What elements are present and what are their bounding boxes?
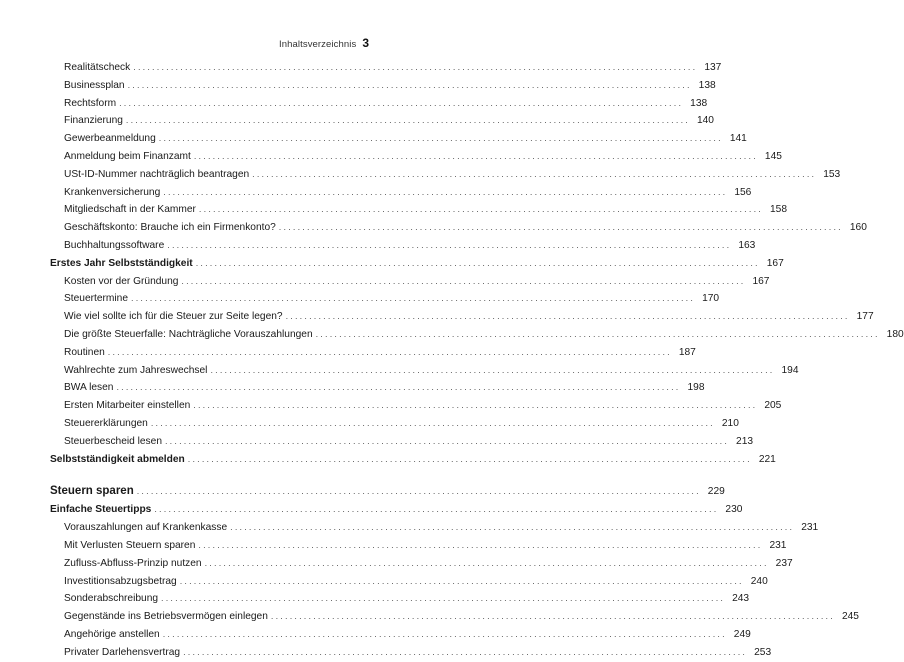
toc-entry-page: 245: [841, 611, 859, 623]
toc-leader-dots: ........................................................................................................................: [107, 346, 672, 357]
toc-leader-dots: ........................................................................................................................: [193, 400, 758, 411]
toc-entry-title: Wahlrechte zum Jahreswechsel: [64, 364, 208, 376]
toc-leader-dots: ........................................................................................................................: [315, 328, 880, 339]
toc-leader-dots: ........................................................................................................................: [154, 504, 719, 515]
toc-entry-page: 198: [687, 382, 705, 394]
toc-entry[interactable]: [50, 397, 782, 415]
toc-entry-title: Finanzierung: [64, 115, 123, 127]
toc-entry[interactable]: [50, 290, 720, 308]
toc-entry-page: 231: [801, 522, 819, 534]
toc-entry-page: 187: [678, 346, 696, 358]
toc-leader-dots: ........................................................................................................................: [150, 417, 715, 428]
toc-entry-title: Angehörige anstellen: [64, 628, 160, 640]
toc-entry-page: 213: [736, 435, 754, 447]
toc-leader-dots: ........................................................................................................................: [193, 150, 758, 161]
toc-leader-dots: ........................................................................................................................: [270, 611, 835, 622]
toc-entry-page: 140: [696, 115, 714, 127]
toc-entry[interactable]: [50, 112, 714, 130]
toc-leader-dots: ........................................................................................................................: [198, 539, 763, 550]
toc-leader-dots: ........................................................................................................................: [133, 62, 698, 72]
toc-entry-page: 194: [781, 364, 799, 376]
toc-leader-dots: ........................................................................................................................: [161, 593, 726, 604]
toc-entry-page: 138: [698, 79, 716, 91]
toc-entry[interactable]: [50, 184, 752, 202]
toc-entry-title: Anmeldung beim Finanzamt: [64, 150, 191, 162]
toc-entry-page: 177: [856, 311, 874, 323]
toc-entry[interactable]: [50, 219, 867, 237]
page-number: 3: [362, 36, 369, 50]
toc-section-entry[interactable]: [50, 255, 784, 273]
toc-entry-title: Ersten Mitarbeiter einstellen: [64, 400, 191, 412]
toc-entry[interactable]: [50, 626, 751, 644]
toc-entry-title: Steuerbescheid lesen: [64, 435, 162, 447]
toc-leader-dots: ........................................................................................................................: [158, 133, 723, 144]
toc-entry[interactable]: [50, 201, 787, 219]
toc-entry[interactable]: [50, 379, 705, 397]
toc-entry-title: Realitätscheck: [64, 62, 131, 73]
toc-entry-page: 156: [734, 186, 752, 198]
toc-entry[interactable]: [50, 555, 793, 573]
toc-entry[interactable]: [50, 608, 859, 626]
toc-entry-page: 153: [823, 168, 841, 180]
toc-leader-dots: ........................................................................................................................: [183, 646, 748, 657]
toc-entry-title: Erstes Jahr Selbstständigkeit: [50, 257, 193, 269]
toc-entry-page: 205: [764, 400, 782, 412]
toc-leader-dots: ........................................................................................................................: [119, 97, 684, 108]
toc-section-entry[interactable]: [50, 451, 776, 469]
toc-section-1: [50, 59, 904, 468]
toc-entry[interactable]: [50, 166, 841, 184]
toc-leader-dots: ........................................................................................................................: [252, 168, 817, 179]
toc-leader-dots: ........................................................................................................................: [127, 79, 692, 90]
toc-leader-dots: ........................................................................................................................: [116, 382, 681, 393]
toc-entry-page: 163: [738, 239, 756, 251]
toc-entry-page: 138: [690, 97, 708, 109]
toc-entry-title: Buchhaltungssoftware: [64, 239, 165, 251]
toc-entry-title: Gegenstände ins Betriebsvermögen einlegen: [64, 611, 268, 623]
toc-entry-title: Rechtsform: [64, 97, 117, 109]
toc-leader-dots: ........................................................................................................................: [278, 222, 843, 233]
toc-entry[interactable]: [50, 590, 750, 608]
toc-entry-title: Zufluss-Abfluss-Prinzip nutzen: [64, 557, 202, 569]
toc-entry-title: Die größte Steuerfalle: Nachträgliche Vorauszahlungen: [64, 328, 313, 340]
toc-entry-title: Einfache Steuertipps: [50, 504, 152, 516]
toc-entry[interactable]: [50, 326, 904, 344]
toc-entry[interactable]: [50, 237, 756, 255]
toc-entry-title: Privater Darlehensvertrag: [64, 646, 181, 658]
toc-entry[interactable]: [50, 95, 708, 113]
toc-section-2: [50, 501, 859, 661]
toc-entry[interactable]: [50, 362, 799, 380]
toc-leader-dots: ........................................................................................................................: [164, 435, 730, 446]
toc-entry-page: 170: [702, 293, 720, 305]
toc-entry-title: Steuererklärungen: [64, 417, 148, 429]
toc-entry-page: 160: [849, 222, 867, 234]
toc-entry-title: Vorauszahlungen auf Krankenkasse: [64, 522, 228, 534]
toc-entry-title: BWA lesen: [64, 382, 114, 394]
toc-entry-page: 137: [704, 62, 722, 73]
toc-section-entry[interactable]: [50, 501, 743, 519]
toc-entry[interactable]: [50, 519, 819, 537]
toc-entry-title: Investitionsabzugsbetrag: [64, 575, 177, 587]
toc-entry-page: 221: [758, 453, 776, 465]
toc-entry-page: 210: [721, 417, 739, 429]
toc-entry-title: Selbstständigkeit abmelden: [50, 453, 185, 465]
toc-leader-dots: ........................................................................................................................: [125, 115, 690, 126]
toc-leader-dots: ........................................................................................................................: [179, 575, 744, 586]
toc-entry-page: 230: [725, 504, 743, 516]
toc-entry-title: Mit Verlusten Steuern sparen: [64, 539, 196, 551]
toc-leader-dots: ........................................................................................................................: [187, 453, 752, 464]
toc-leader-dots: ........................................................................................................................: [230, 522, 795, 533]
toc-entry-title: Gewerbeanmeldung: [64, 133, 156, 145]
toc-entry-page: 141: [729, 133, 747, 145]
toc-leader-dots: ........................................................................................................................: [181, 275, 746, 286]
running-header: [279, 36, 369, 50]
toc-entry-page: 253: [754, 646, 772, 658]
toc-entry-title: Wie viel sollte ich für die Steuer zur Seite legen?: [64, 311, 283, 323]
toc-leader-dots: ........................................................................................................................: [195, 257, 760, 268]
toc-leader-dots: ........................................................................................................................: [163, 186, 728, 197]
toc-entry[interactable]: [50, 644, 772, 662]
toc-entry-page: 158: [769, 204, 787, 216]
toc-entry[interactable]: [50, 59, 722, 77]
toc-entry-page: 231: [769, 539, 787, 551]
toc-leader-dots: ........................................................................................................................: [210, 364, 775, 375]
toc-entry[interactable]: [50, 148, 782, 166]
toc-entry-title: Sonderabschreibung: [64, 593, 159, 605]
toc-entry[interactable]: [50, 344, 696, 362]
toc-entry-title: Routinen: [64, 346, 105, 358]
toc-chapter-heading[interactable]: [50, 482, 725, 501]
toc-entry[interactable]: [50, 537, 787, 555]
toc-leader-dots: ........................................................................................................................: [167, 239, 732, 250]
toc-leader-dots: ........................................................................................................................: [198, 204, 763, 215]
toc-leader-dots: ........................................................................................................................: [162, 628, 727, 639]
toc-entry-title: Krankenversicherung: [64, 186, 161, 198]
table-of-contents: [50, 59, 904, 662]
toc-entry[interactable]: [50, 433, 754, 451]
toc-entry-page: 237: [775, 557, 793, 569]
toc-entry-page: 249: [733, 628, 751, 640]
toc-leader-dots: ........................................................................................................................: [136, 486, 701, 497]
toc-leader-dots: ........................................................................................................................: [204, 557, 769, 568]
toc-entry-title: Mitgliedschaft in der Kammer: [64, 204, 196, 216]
running-header-label: Inhaltsverzeichnis: [279, 39, 357, 50]
toc-entry-title: Businessplan: [64, 79, 125, 91]
toc-entry[interactable]: [50, 308, 874, 326]
toc-entry-page: 243: [732, 593, 750, 605]
toc-entry[interactable]: [50, 573, 768, 591]
toc-entry-title: Geschäftskonto: Brauche ich ein Firmenkonto?: [64, 222, 276, 234]
toc-entry[interactable]: [50, 415, 739, 433]
toc-entry-page: 145: [764, 150, 782, 162]
toc-entry-page: 240: [750, 575, 768, 587]
toc-entry[interactable]: [50, 77, 716, 95]
toc-leader-dots: ........................................................................................................................: [285, 311, 850, 322]
toc-entry-title: Steuertermine: [64, 293, 128, 305]
toc-entry-title: Kosten vor der Gründung: [64, 275, 179, 287]
toc-entry-page: 167: [752, 275, 770, 287]
toc-chapter-title: Steuern sparen: [50, 485, 134, 498]
toc-entry-title: USt-ID-Nummer nachträglich beantragen: [64, 168, 250, 180]
toc-entry[interactable]: [50, 273, 770, 291]
toc-entry[interactable]: [50, 130, 747, 148]
toc-entry-page: 167: [766, 257, 784, 269]
toc-leader-dots: ........................................................................................................................: [131, 293, 696, 304]
toc-chapter-page: 229: [707, 486, 725, 498]
toc-entry-page: 180: [886, 328, 904, 340]
